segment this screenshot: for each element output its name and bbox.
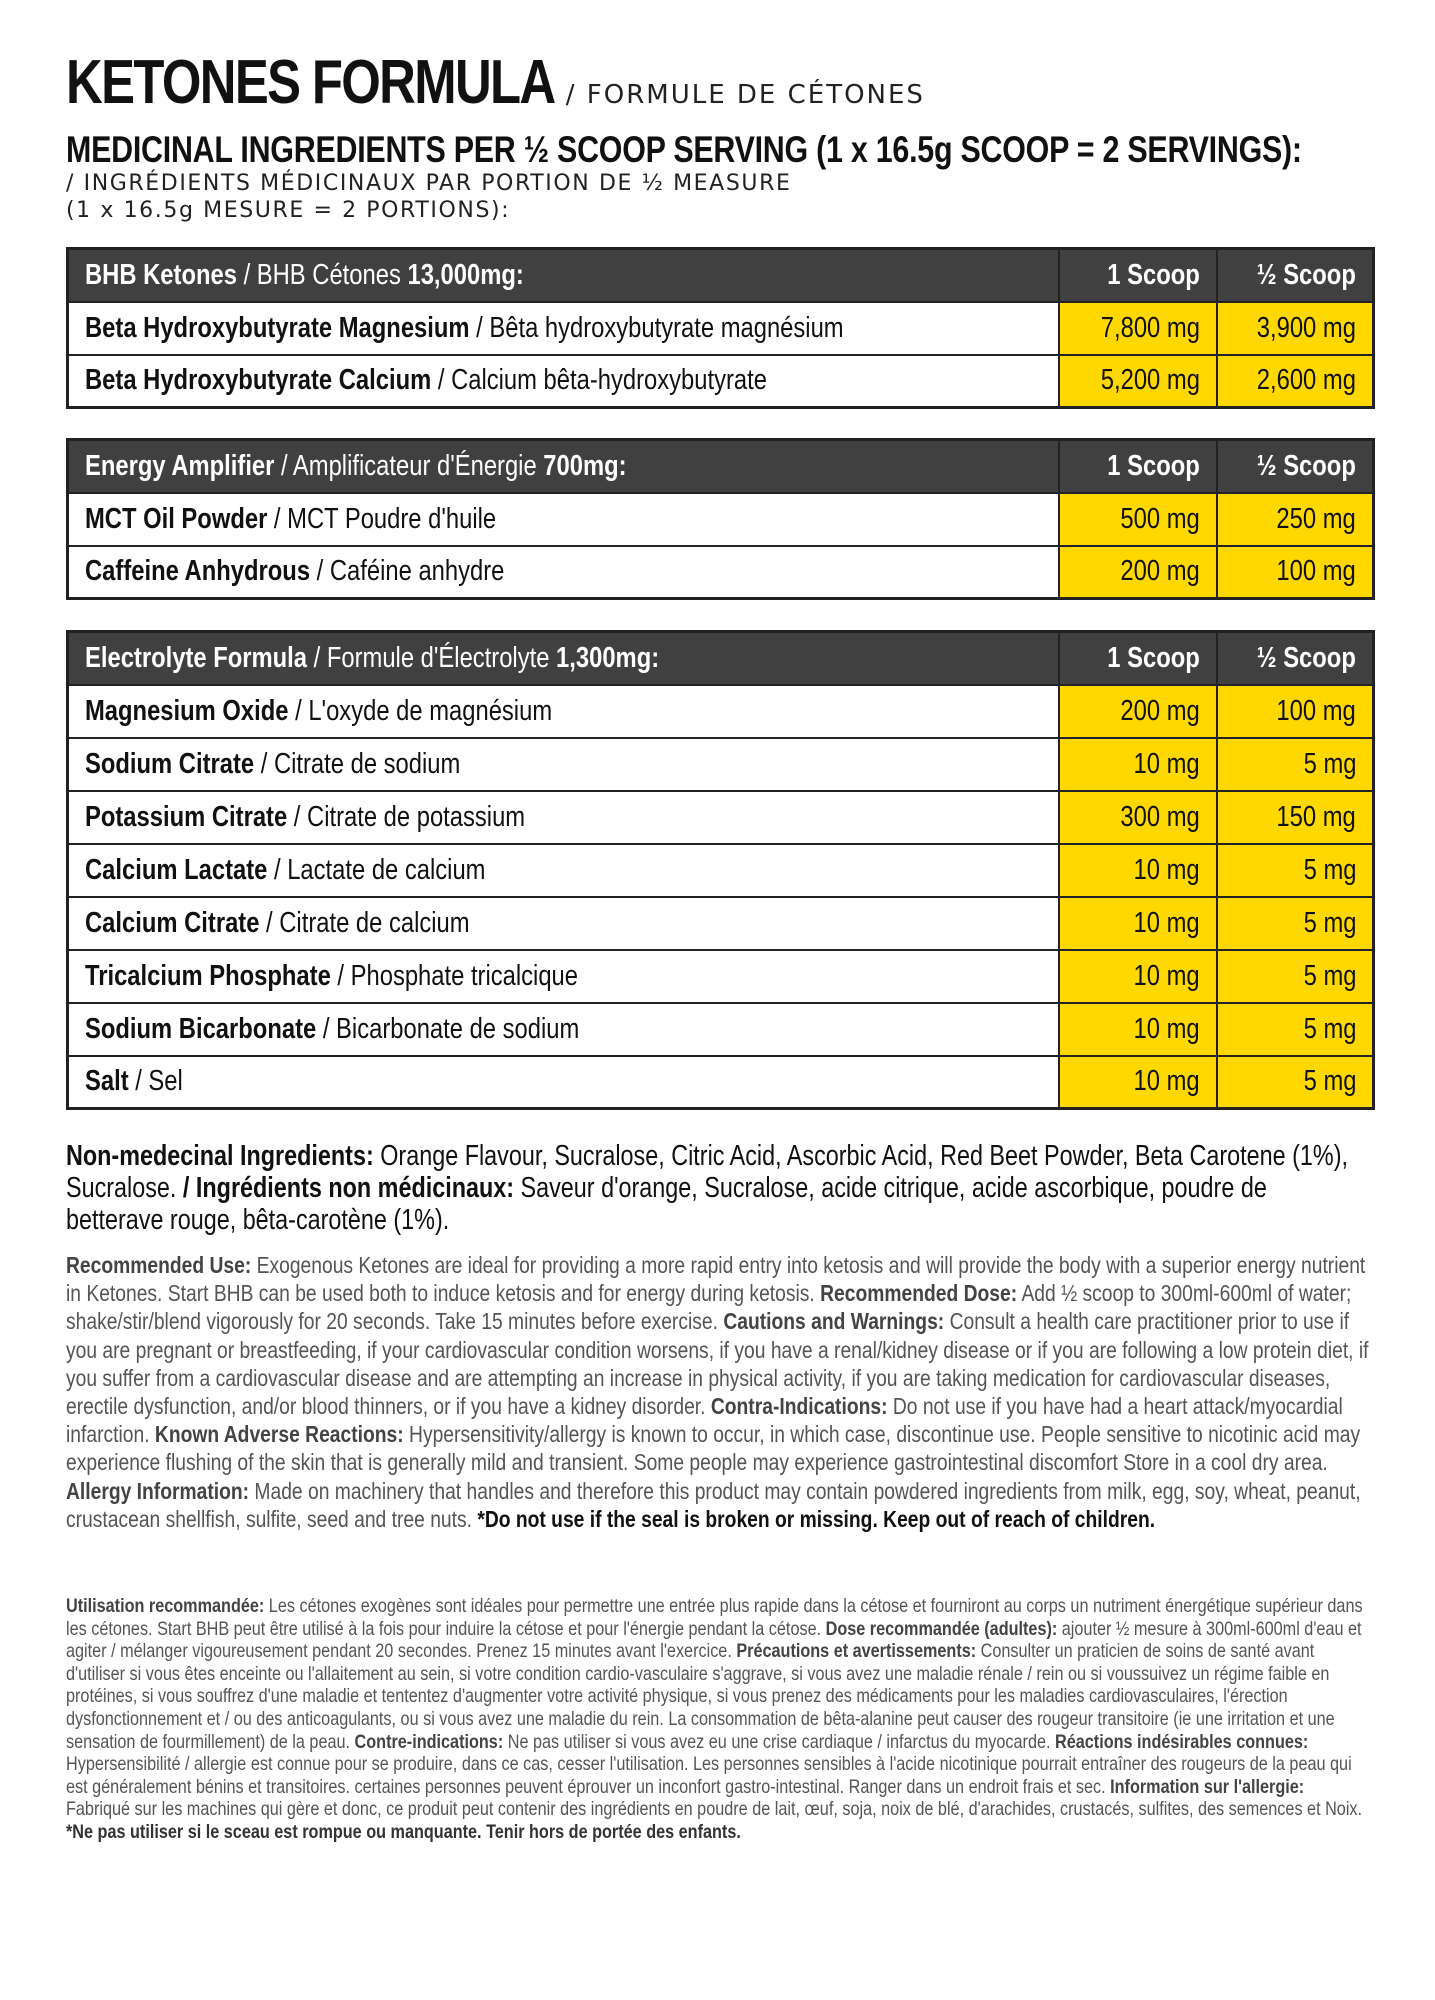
- non-medicinal-text: Orange Flavour, Sucralose, Citric Acid, Ascorbic Acid, Red Beet Powder, Beta Carotene (1%), Sucralose.: [66, 1140, 1348, 1204]
- column-header-1-scoop: 1 Scoop: [1106, 258, 1200, 291]
- ingredient-name-fr: / Caféine anhydre: [310, 555, 505, 588]
- ingredient-name: Sodium Bicarbonate: [85, 1012, 317, 1045]
- bhb-ketones-table: [66, 247, 1375, 409]
- amount-half-scoop: 5 mg: [1303, 1065, 1356, 1098]
- ingredient-name: Potassium Citrate: [85, 800, 288, 833]
- table-header-row: [68, 632, 1374, 685]
- seal-warning: *Do not use if the seal is broken or missing. Keep out of reach of children.: [477, 1505, 1156, 1532]
- ingredient-name: Salt: [85, 1065, 129, 1098]
- recommended-dose-text: Add ½ scoop to 300ml-600ml of water; shake/stir/blend vigorously for 20 seconds. Take 15 minutes before exercise.: [66, 1280, 1352, 1335]
- french-directions-warnings: [66, 1595, 1370, 1844]
- ingredient-name: Beta Hydroxybutyrate Magnesium: [85, 311, 470, 344]
- amount-half-scoop: 5 mg: [1303, 853, 1356, 886]
- amount-half-scoop: 250 mg: [1276, 502, 1356, 535]
- table-row: [68, 791, 1374, 844]
- table-row: [68, 897, 1374, 950]
- group-total: 1,300mg:: [556, 641, 660, 674]
- amount-half-scoop: 5 mg: [1303, 959, 1356, 992]
- ingredient-name-fr: / Citrate de calcium: [259, 906, 470, 939]
- column-header-half-scoop: ½ Scoop: [1256, 641, 1356, 674]
- column-header-1-scoop: 1 Scoop: [1106, 641, 1200, 674]
- table-row: [68, 1003, 1374, 1056]
- allergy-text-fr: Fabriqué sur les machines qui gère et donc, ce produit peut contenir des ingrédients en poudre de lait, œuf, soja, noix de blé, d'arachides, crustacés, sulfites, des semences et Noix.: [66, 1798, 1363, 1821]
- amount-half-scoop: 100 mg: [1276, 555, 1356, 588]
- contra-indications-label-fr: Contre-indications:: [354, 1730, 504, 1753]
- ingredient-name-fr: / L'oxyde de magnésium: [288, 694, 553, 727]
- amount-1-scoop: 200 mg: [1120, 555, 1200, 588]
- amount-1-scoop: 7,800 mg: [1100, 311, 1200, 344]
- amount-half-scoop: 5 mg: [1303, 906, 1356, 939]
- table-row: [68, 302, 1374, 355]
- ingredient-name: Magnesium Oxide: [85, 694, 289, 727]
- recommended-dose-label: Recommended Dose:: [820, 1280, 1018, 1307]
- ingredient-name: Calcium Lactate: [85, 853, 268, 886]
- group-total: 13,000mg:: [407, 258, 524, 291]
- group-name: BHB Ketones: [85, 258, 237, 291]
- table-row: [68, 950, 1374, 1003]
- allergy-label: Allergy Information:: [66, 1477, 250, 1504]
- non-medicinal-label: Non-medecinal Ingredients:: [66, 1140, 374, 1172]
- amount-1-scoop: 10 mg: [1133, 906, 1200, 939]
- recommended-use-label-fr: Utilisation recommandée:: [66, 1595, 265, 1617]
- adverse-reactions-text-fr: Hypersensibilité / allergie est connue pour se produire, dans ce cas, cesser l'utilisation. Les personnes sensibles à l'acide nicotinique pourrait entraîner des rougeurs de la peau qui est généralement bénins et transitoires. certaines personnes peuvent éprouver un inconfort gastro-intestinal. Ranger dans un endroit frais et sec.: [66, 1753, 1352, 1798]
- group-total: 700mg:: [543, 449, 627, 482]
- adverse-reactions-label-fr: Réactions indésirables connues:: [1055, 1730, 1309, 1753]
- adverse-reactions-label: Known Adverse Reactions:: [154, 1421, 404, 1448]
- amount-half-scoop: 5 mg: [1303, 1012, 1356, 1045]
- amount-1-scoop: 300 mg: [1120, 800, 1200, 833]
- amount-1-scoop: 5,200 mg: [1100, 364, 1200, 397]
- table-row: [68, 685, 1374, 738]
- table-row: [68, 738, 1374, 791]
- supplement-label: [66, 48, 1372, 1843]
- ingredient-name-fr: / Phosphate tricalcique: [330, 959, 579, 992]
- non-medicinal-text-fr: Saveur d'orange, Sucralose, acide citrique, acide ascorbique, poudre de betterave rouge, bêta-carotène (1%).: [66, 1172, 1267, 1236]
- recommended-use-text-fr: Les cétones exogènes sont idéales pour permettre une entrée plus rapide dans la cétose et fourniront au corps un nutriment énergétique supérieur dans les cétones. Start BHB peut être utilisé à la fois pour induire la cétose et pour l'énergie pendant la cétose.: [66, 1595, 1363, 1640]
- amount-1-scoop: 500 mg: [1120, 502, 1200, 535]
- title-line: [66, 48, 1372, 120]
- recommended-use-text: Exogenous Ketones are ideal for providing a more rapid entry into ketosis and will provide the body with a superior energy nutrient in Ketones. Start BHB can be used both to induce ketosis and for energy during ketosis.: [66, 1252, 1366, 1307]
- table-row: [68, 493, 1374, 546]
- ingredient-name-fr: / Lactate de calcium: [267, 853, 486, 886]
- ingredient-name-fr: / Bicarbonate de sodium: [316, 1012, 580, 1045]
- contra-indications-text: Do not use if you have had a heart attack/myocardial infarction.: [66, 1393, 1343, 1448]
- ingredient-name: Calcium Citrate: [85, 906, 260, 939]
- ingredient-name: Tricalcium Phosphate: [85, 959, 331, 992]
- serving-subtitle-fr-1: / INGRÉDIENTS MÉDICINAUX PAR PORTION DE ½ MEASURE: [66, 171, 792, 196]
- allergy-label-fr: Information sur l'allergie:: [1110, 1775, 1305, 1798]
- amount-half-scoop: 150 mg: [1276, 800, 1356, 833]
- table-row: [68, 355, 1374, 408]
- seal-warning-fr: *Ne pas utiliser si le sceau est rompue ou manquante. Tenir hors de portée des enfants.: [66, 1820, 741, 1843]
- ingredient-name: MCT Oil Powder: [85, 502, 268, 535]
- table-row: [68, 844, 1374, 897]
- ingredient-name-fr: / Citrate de potassium: [287, 800, 526, 833]
- group-name: Energy Amplifier: [85, 449, 275, 482]
- amount-half-scoop: 3,900 mg: [1256, 311, 1356, 344]
- table-row: [68, 1056, 1374, 1109]
- amount-half-scoop: 5 mg: [1303, 747, 1356, 780]
- column-header-1-scoop: 1 Scoop: [1106, 449, 1200, 482]
- ingredient-name-fr: / Citrate de sodium: [254, 747, 461, 780]
- cautions-label: Cautions and Warnings:: [723, 1308, 945, 1335]
- ingredient-name-fr: / Calcium bêta-hydroxybutyrate: [431, 364, 767, 397]
- ingredient-name: Sodium Citrate: [85, 747, 255, 780]
- group-name-fr: / Amplificateur d'Énergie: [274, 449, 544, 482]
- electrolyte-formula-table: [66, 630, 1375, 1110]
- contra-indications-text-fr: Ne pas utiliser si vous avez eu une crise cardiaque / infarctus du myocarde.: [503, 1730, 1056, 1753]
- table-header-row: [68, 249, 1374, 302]
- column-header-half-scoop: ½ Scoop: [1256, 258, 1356, 291]
- english-directions-warnings: [66, 1251, 1374, 1533]
- amount-1-scoop: 10 mg: [1133, 1012, 1200, 1045]
- group-name-fr: / Formule d'Électrolyte: [307, 641, 557, 674]
- serving-subtitle-fr-2: (1 x 16.5g MESURE = 2 PORTIONS):: [66, 198, 511, 223]
- amount-1-scoop: 10 mg: [1133, 1065, 1200, 1098]
- serving-subtitle: MEDICINAL INGREDIENTS PER ½ SCOOP SERVING (1 x 16.5g SCOOP = 2 SERVINGS):: [66, 129, 1302, 170]
- ingredient-name-fr: / Sel: [128, 1065, 183, 1098]
- amount-half-scoop: 100 mg: [1276, 694, 1356, 727]
- allergy-text: Made on machinery that handles and therefore this product may contain powdered ingredients from milk, egg, soy, wheat, peanut, crustacean shellfish, sulfite, seed and tree nuts.: [66, 1477, 1361, 1532]
- group-name: Electrolyte Formula: [85, 641, 308, 674]
- ingredient-name-fr: / MCT Poudre d'huile: [267, 502, 497, 535]
- ingredient-name-fr: / Bêta hydroxybutyrate magnésium: [469, 311, 844, 344]
- adverse-reactions-text: Hypersensitivity/allergy is known to occur, in which case, discontinue use. People sensitive to nicotinic acid may experience flushing of the skin that is generally mild and transient. Some people may experience gastrointestinal discomfort Store in a cool dry area.: [66, 1421, 1361, 1476]
- amount-half-scoop: 2,600 mg: [1256, 364, 1356, 397]
- energy-amplifier-table: [66, 438, 1375, 600]
- table-header-row: [68, 440, 1374, 493]
- cautions-text-fr: Consulter un praticien de soins de santé avant d'utiliser si vous êtes enceinte ou l'allaitement au sein, si votre condition cardio-vasculaire s'aggrave, si vous avez une maladie rénale / rein ou si voussuivez un régime faible en protéines, si vous souffrez d'une maladie et tententez d'augmenter votre activité physique, si vous prenez des médicaments pour les maladies cardiovasculaires, l'érection dysfonctionnement et / ou des anticoagulants, ou si vous avez une maladie du rein. La consommation de bêta-alanine peut causer des rougeur transitoire (ie une irritation et une sensation de fourmillement) de la peau.: [66, 1640, 1335, 1753]
- product-title-fr: / FORMULE DE CÉTONES: [565, 80, 925, 110]
- amount-1-scoop: 200 mg: [1120, 694, 1200, 727]
- group-name-fr: / BHB Cétones: [236, 258, 408, 291]
- recommended-use-label: Recommended Use:: [66, 1252, 252, 1278]
- non-medicinal-ingredients: [66, 1140, 1370, 1236]
- ingredient-name: Caffeine Anhydrous: [85, 555, 311, 588]
- column-header-half-scoop: ½ Scoop: [1256, 449, 1356, 482]
- table-row: [68, 546, 1374, 599]
- product-title: KETONES FORMULA: [66, 48, 555, 117]
- amount-1-scoop: 10 mg: [1133, 853, 1200, 886]
- cautions-text: Consult a health care practitioner prior to use if you are pregnant or breastfeeding, if your cardiovascular condition worsens, if you have a renal/kidney disease or if you are following a low protein diet, if you suffer from a cardiovascular disease and are attempting an increase in physical activity, if you are taking medication for cardiovascular diseases, erectile dysfunction, and/or blood thinners, or if you have a kidney disorder.: [66, 1308, 1369, 1420]
- ingredient-name: Beta Hydroxybutyrate Calcium: [85, 364, 432, 397]
- amount-1-scoop: 10 mg: [1133, 959, 1200, 992]
- recommended-dose-text-fr: ajouter ½ mesure à 300ml-600ml d'eau et agiter / mélanger vigoureusement pendant 20 secondes. Prenez 15 minutes avant l'exercice.: [66, 1617, 1362, 1663]
- amount-1-scoop: 10 mg: [1133, 747, 1200, 780]
- cautions-label-fr: Précautions et avertissements:: [736, 1640, 977, 1663]
- contra-indications-label: Contra-Indications:: [710, 1393, 888, 1420]
- recommended-dose-label-fr: Dose recommandée (adultes):: [825, 1617, 1058, 1640]
- non-medicinal-label-fr: / Ingrédients non médicinaux:: [176, 1172, 515, 1204]
